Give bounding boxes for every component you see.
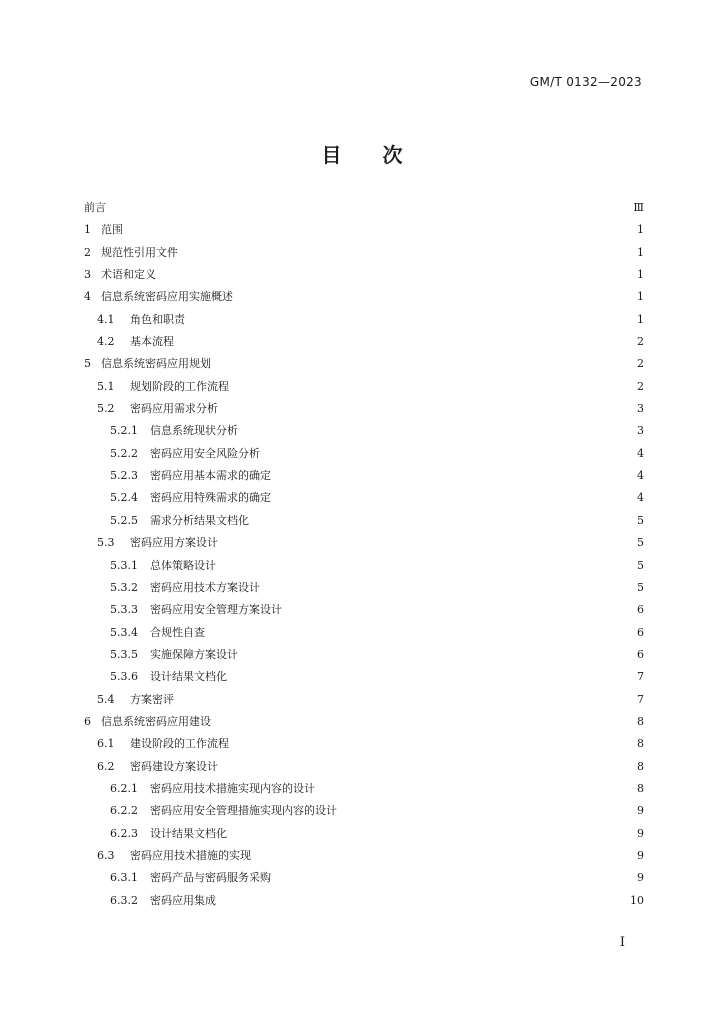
toc-entry-number: 3 — [84, 268, 91, 282]
toc-entry-page: 2 — [637, 379, 644, 393]
toc-entry-page: 1 — [637, 290, 644, 304]
toc-entry-page: 8 — [637, 714, 644, 728]
toc-entry-number: 4 — [84, 290, 91, 304]
toc-entry-page: 1 — [637, 268, 644, 282]
toc-entry-label: 角色和职责 — [130, 312, 185, 326]
toc-dot-leader — [176, 692, 635, 704]
toc-entry-page: 8 — [637, 781, 644, 795]
toc-entry[interactable] — [84, 445, 644, 467]
toc-entry-page: 5 — [637, 536, 644, 550]
toc-entry-number: 5.1 — [97, 379, 115, 393]
toc-entry-label: 密码应用安全管理措施实现内容的设计 — [150, 804, 337, 818]
toc-dot-leader — [339, 803, 635, 815]
toc-entry-label: 范围 — [101, 223, 123, 237]
toc-dot-leader — [207, 625, 635, 637]
toc-entry-page: 1 — [637, 245, 644, 259]
toc-entry-label: 需求分析结果文档化 — [150, 513, 249, 527]
toc-dot-leader — [262, 446, 635, 458]
toc-entry-label: 密码应用安全风险分析 — [150, 446, 260, 460]
toc-entry[interactable] — [84, 579, 644, 601]
toc-dot-leader — [251, 513, 635, 525]
toc-entry-number: 6.3.2 — [110, 893, 138, 907]
toc-entry[interactable] — [84, 512, 644, 534]
toc-entry[interactable] — [84, 355, 644, 377]
toc-entry-number: 6.2.1 — [110, 781, 138, 795]
toc-entry-number: 6.1 — [97, 737, 115, 751]
toc-entry[interactable] — [84, 311, 644, 333]
toc-entry-label: 密码应用技术措施实现内容的设计 — [150, 781, 315, 795]
toc-entry[interactable] — [84, 869, 644, 891]
toc-entry-page: 6 — [637, 647, 644, 661]
toc-entry-number: 5.3 — [97, 536, 115, 550]
toc-entry-label: 设计结果文档化 — [150, 826, 227, 840]
toc-entry-label: 密码应用基本需求的确定 — [150, 469, 271, 483]
toc-entry-number: 5.2.4 — [110, 491, 138, 505]
toc-entry[interactable] — [84, 601, 644, 623]
toc-dot-leader — [176, 334, 635, 346]
toc-dot-leader — [262, 580, 635, 592]
toc-dot-leader — [158, 267, 635, 279]
toc-dot-leader — [220, 535, 635, 547]
toc-entry-label: 密码应用技术措施的实现 — [130, 848, 251, 862]
toc-entry[interactable] — [84, 735, 644, 757]
toc-entry[interactable] — [84, 646, 644, 668]
toc-entry-number: 4.1 — [97, 312, 115, 326]
toc-entry-number: 5 — [84, 357, 91, 371]
toc-entry-label: 术语和定义 — [101, 268, 156, 282]
toc-dot-leader — [220, 759, 635, 771]
toc-dot-leader — [284, 602, 635, 614]
toc-entry[interactable] — [84, 847, 644, 869]
toc-entry[interactable] — [84, 266, 644, 288]
toc-entry-number: 4.2 — [97, 335, 115, 349]
toc-entry-page: 5 — [637, 580, 644, 594]
toc-dot-leader — [229, 826, 635, 838]
toc-entry-page: 7 — [637, 670, 644, 684]
toc-entry-number: 5.2.1 — [110, 424, 138, 438]
toc-dot-leader — [125, 222, 635, 234]
toc-entry-label: 信息系统密码应用实施概述 — [101, 290, 233, 304]
toc-entry-page: 9 — [637, 871, 644, 885]
toc-entry-label: 方案密评 — [130, 692, 174, 706]
toc-entry-label: 密码产品与密码服务采购 — [150, 871, 271, 885]
toc-entry-label: 密码应用技术方案设计 — [150, 580, 260, 594]
toc-entry-page: 3 — [637, 424, 644, 438]
toc-entry-page: 2 — [637, 335, 644, 349]
toc-entry-number: 5.3.4 — [110, 625, 138, 639]
toc-dot-leader — [240, 423, 635, 435]
toc-entry-label: 密码建设方案设计 — [130, 759, 218, 773]
toc-dot-leader — [273, 468, 635, 480]
toc-dot-leader — [108, 200, 632, 212]
toc-entry-page: 9 — [637, 848, 644, 862]
toc-entry[interactable] — [84, 467, 644, 489]
toc-dot-leader — [220, 401, 635, 413]
toc-entry[interactable] — [84, 780, 644, 802]
toc-entry-number: 5.3.6 — [110, 670, 138, 684]
toc-entry[interactable] — [84, 713, 644, 735]
toc-entry-number: 5.2.3 — [110, 469, 138, 483]
toc-entry-number: 5.3.5 — [110, 647, 138, 661]
toc-entry-number: 6.3.1 — [110, 871, 138, 885]
toc-entry-number: 1 — [84, 223, 91, 237]
toc-entry-label: 信息系统现状分析 — [150, 424, 238, 438]
toc-entry-number: 5.2 — [97, 402, 115, 416]
toc-entry-number: 5.2.5 — [110, 513, 138, 527]
toc-entry-label: 规划阶段的工作流程 — [130, 379, 229, 393]
toc-entry-page: 8 — [637, 737, 644, 751]
toc-entry-label: 总体策略设计 — [150, 558, 216, 572]
toc-entry-page: 6 — [637, 625, 644, 639]
toc-dot-leader — [317, 781, 635, 793]
toc-entry-label: 密码应用特殊需求的确定 — [150, 491, 271, 505]
toc-entry[interactable] — [84, 892, 644, 914]
toc-entry-page: Ⅲ — [633, 201, 644, 214]
toc-entry[interactable] — [84, 624, 644, 646]
toc-dot-leader — [213, 356, 635, 368]
toc-entry[interactable] — [84, 802, 644, 824]
toc-entry[interactable] — [84, 758, 644, 780]
toc-entry-page: 5 — [637, 513, 644, 527]
toc-entry-page: 8 — [637, 759, 644, 773]
toc-entry-page: 7 — [637, 692, 644, 706]
toc-entry-number: 6.3 — [97, 848, 115, 862]
toc-entry-label: 规范性引用文件 — [101, 245, 178, 259]
toc-entry-label: 密码应用安全管理方案设计 — [150, 603, 282, 617]
toc-entry-label: 密码应用集成 — [150, 893, 216, 907]
toc-entry-page: 1 — [637, 223, 644, 237]
toc-entry-number: 2 — [84, 245, 91, 259]
toc-entry[interactable] — [84, 825, 644, 847]
toc-dot-leader — [235, 289, 635, 301]
toc-dot-leader — [180, 245, 635, 257]
toc-entry[interactable] — [84, 668, 644, 690]
page-number: I — [619, 935, 625, 950]
toc-entry-page: 4 — [637, 491, 644, 505]
toc-entry-page: 3 — [637, 402, 644, 416]
toc-entry-number: 5.2.2 — [110, 446, 138, 460]
toc-entry[interactable] — [84, 489, 644, 511]
toc-entry-page: 6 — [637, 603, 644, 617]
toc-entry-label: 信息系统密码应用规划 — [101, 357, 211, 371]
toc-dot-leader — [187, 312, 635, 324]
toc-entry-page: 9 — [637, 804, 644, 818]
toc-entry-label: 前言 — [84, 201, 106, 214]
table-of-contents — [84, 199, 644, 914]
toc-dot-leader — [231, 736, 635, 748]
toc-entry-number: 6.2 — [97, 759, 115, 773]
toc-entry-label: 合规性自查 — [150, 625, 205, 639]
toc-dot-leader — [273, 490, 635, 502]
toc-entry-number: 5.3.1 — [110, 558, 138, 572]
toc-entry[interactable] — [84, 534, 644, 556]
toc-entry-label: 基本流程 — [130, 335, 174, 349]
toc-entry-page: 10 — [630, 893, 644, 907]
toc-entry[interactable] — [84, 378, 644, 400]
toc-entry-page: 2 — [637, 357, 644, 371]
toc-entry-label: 建设阶段的工作流程 — [130, 737, 229, 751]
toc-entry[interactable] — [84, 422, 644, 444]
toc-entry-number: 5.3.2 — [110, 580, 138, 594]
toc-entry-page: 5 — [637, 558, 644, 572]
toc-entry[interactable] — [84, 288, 644, 310]
toc-dot-leader — [273, 870, 635, 882]
toc-dot-leader — [253, 848, 635, 860]
toc-entry[interactable] — [84, 244, 644, 266]
toc-entry[interactable] — [84, 400, 644, 422]
toc-entry[interactable] — [84, 691, 644, 713]
standard-code: GM/T 0132—2023 — [529, 75, 642, 89]
toc-entry-number: 5.4 — [97, 692, 115, 706]
toc-entry[interactable] — [84, 557, 644, 579]
toc-entry[interactable] — [84, 221, 644, 243]
toc-entry-number: 6 — [84, 714, 91, 728]
toc-entry-page: 9 — [637, 826, 644, 840]
toc-entry-label: 密码应用需求分析 — [130, 402, 218, 416]
toc-dot-leader — [218, 558, 635, 570]
toc-entry[interactable] — [84, 333, 644, 355]
toc-entry-number: 6.2.2 — [110, 804, 138, 818]
page-title: 目 次 — [321, 143, 403, 167]
toc-dot-leader — [229, 669, 635, 681]
toc-entry-number: 5.3.3 — [110, 603, 138, 617]
toc-entry-label: 实施保障方案设计 — [150, 647, 238, 661]
toc-entry-label: 设计结果文档化 — [150, 670, 227, 684]
toc-entry-page: 1 — [637, 312, 644, 326]
toc-dot-leader — [240, 647, 635, 659]
toc-entry-label: 密码应用方案设计 — [130, 536, 218, 550]
toc-entry[interactable] — [84, 199, 644, 221]
toc-entry-number: 6.2.3 — [110, 826, 138, 840]
toc-entry-page: 4 — [637, 446, 644, 460]
toc-dot-leader — [231, 379, 635, 391]
toc-dot-leader — [218, 893, 629, 905]
toc-dot-leader — [213, 714, 635, 726]
toc-entry-label: 信息系统密码应用建设 — [101, 714, 211, 728]
toc-entry-page: 4 — [637, 469, 644, 483]
